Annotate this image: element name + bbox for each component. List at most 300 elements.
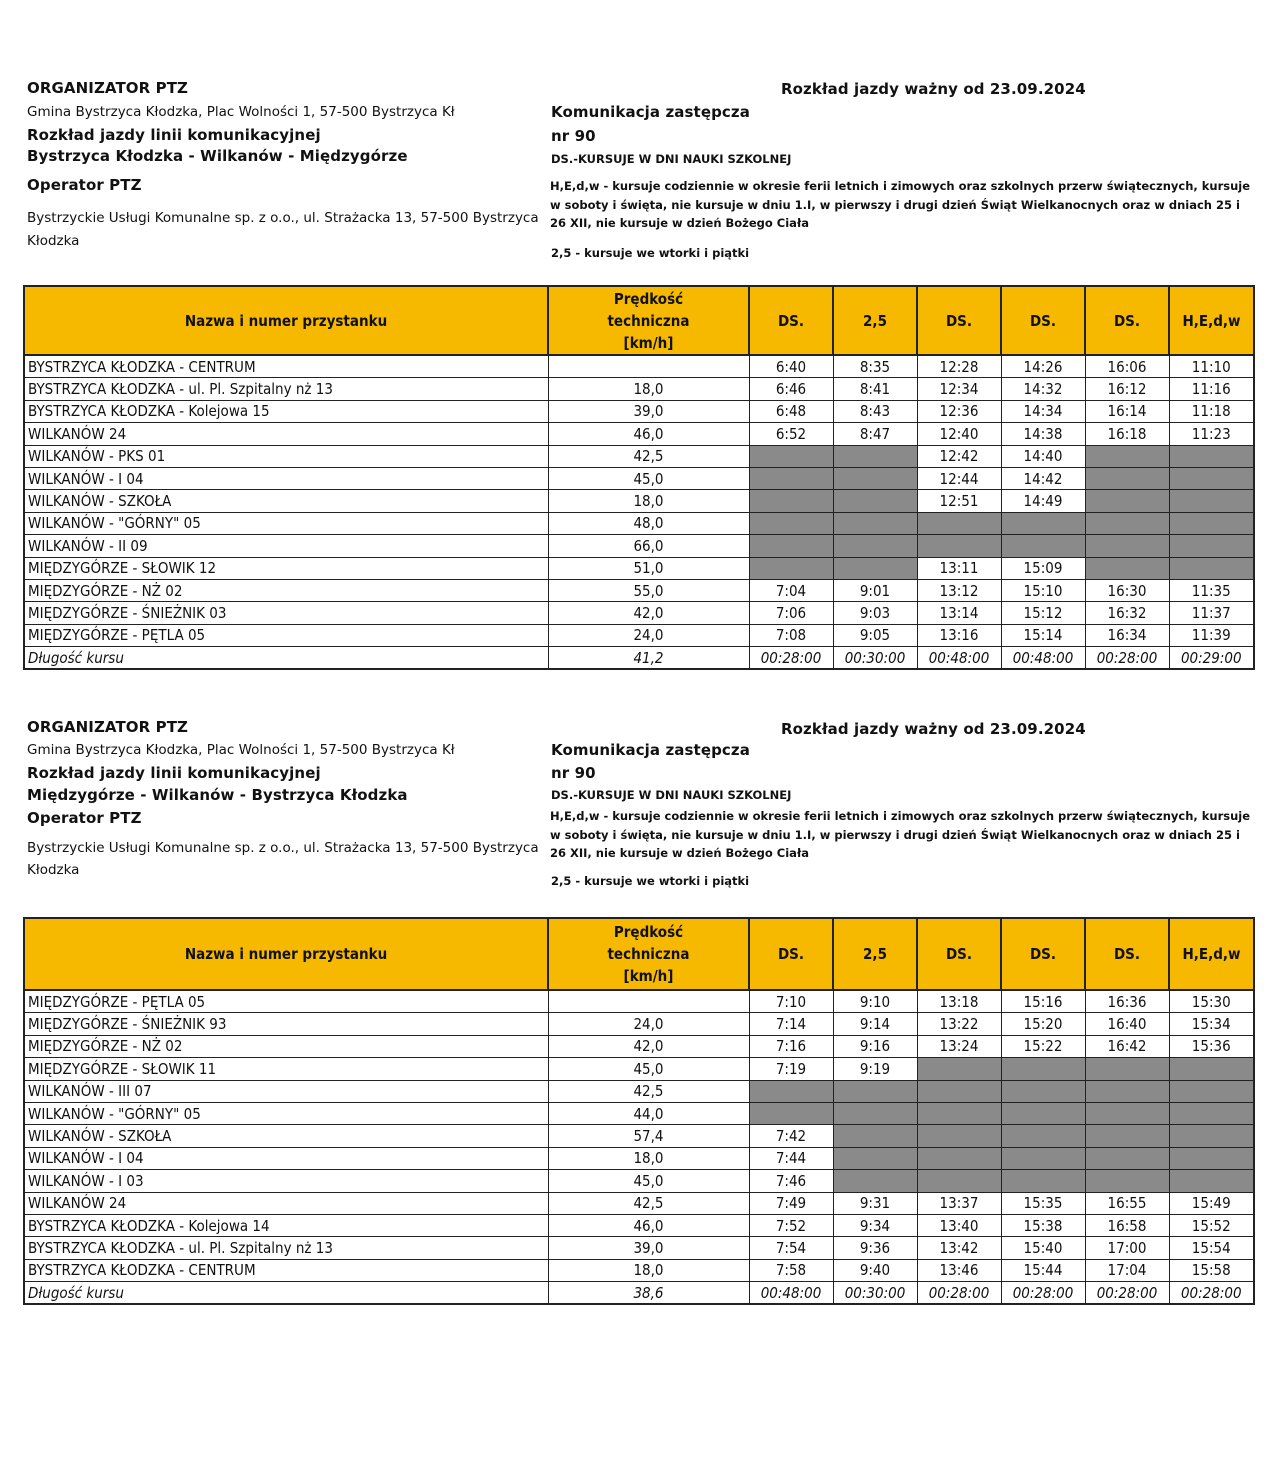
departure-time-cell: 17:04 (1085, 1259, 1169, 1281)
table-row (24, 1058, 1254, 1080)
col-header-course: 2,5 (833, 286, 917, 355)
departure-time-cell: 11:23 (1169, 423, 1254, 445)
stop-name-cell: WILKANÓW 24 (24, 1192, 548, 1214)
organizer-label: ORGANIZATOR PTZ (27, 718, 189, 736)
table-row (24, 557, 1254, 579)
departure-time-cell: 9:14 (833, 1013, 917, 1035)
timetable-table (23, 285, 1255, 670)
table-row (24, 490, 1254, 512)
col-header-course: DS. (749, 286, 833, 355)
departure-time-cell: 11:10 (1169, 355, 1254, 378)
no-service-cell (1169, 1147, 1254, 1169)
col-header-course: DS. (917, 286, 1001, 355)
departure-time-cell: 12:44 (917, 467, 1001, 489)
departure-time-cell: 7:46 (749, 1170, 833, 1192)
timetable-body (24, 355, 1254, 669)
col-header-course: DS. (1001, 286, 1085, 355)
no-service-cell (1001, 1102, 1085, 1124)
table-row (24, 512, 1254, 534)
no-service-cell (833, 512, 917, 534)
no-service-cell (917, 535, 1001, 557)
departure-time-cell: 15:14 (1001, 624, 1085, 646)
departure-time-cell: 15:54 (1169, 1237, 1254, 1259)
valid-from: Rozkład jazdy ważny od 23.09.2024 (781, 720, 1086, 738)
speed-cell (548, 990, 749, 1013)
departure-time-cell: 9:03 (833, 602, 917, 624)
speed-cell: 46,0 (548, 423, 749, 445)
no-service-cell (1085, 512, 1169, 534)
average-speed-cell: 41,2 (548, 647, 749, 670)
departure-time-cell: 7:54 (749, 1237, 833, 1259)
departure-time-cell: 9:05 (833, 624, 917, 646)
speed-cell: 39,0 (548, 1237, 749, 1259)
route-title: Międzygórze - Wilkanów - Bystrzyca Kłodzka (27, 786, 408, 804)
course-duration-cell: 00:28:00 (917, 1282, 1001, 1305)
departure-time-cell: 15:30 (1169, 990, 1254, 1013)
no-service-cell (917, 1080, 1001, 1102)
speed-cell: 39,0 (548, 400, 749, 422)
table-row (24, 400, 1254, 422)
departure-time-cell: 13:42 (917, 1237, 1001, 1259)
no-service-cell (1085, 490, 1169, 512)
departure-time-cell: 15:22 (1001, 1035, 1085, 1057)
course-duration-cell: 00:28:00 (1169, 1282, 1254, 1305)
departure-time-cell: 16:30 (1085, 579, 1169, 601)
course-duration-cell: 00:30:00 (833, 647, 917, 670)
speed-cell: 18,0 (548, 490, 749, 512)
departure-time-cell: 16:40 (1085, 1013, 1169, 1035)
departure-time-cell: 13:18 (917, 990, 1001, 1013)
no-service-cell (1169, 1058, 1254, 1080)
col-header-course: 2,5 (833, 918, 917, 990)
no-service-cell (1169, 490, 1254, 512)
departure-time-cell: 7:42 (749, 1125, 833, 1147)
no-service-cell (1085, 1080, 1169, 1102)
departure-time-cell: 16:06 (1085, 355, 1169, 378)
no-service-cell (1085, 1147, 1169, 1169)
departure-time-cell: 16:34 (1085, 624, 1169, 646)
departure-time-cell: 8:35 (833, 355, 917, 378)
stop-name-cell: WILKANÓW - I 03 (24, 1170, 548, 1192)
no-service-cell (833, 535, 917, 557)
timetable-block-outbound (0, 0, 1280, 700)
departure-time-cell: 11:35 (1169, 579, 1254, 601)
table-row (24, 1237, 1254, 1259)
speed-cell: 45,0 (548, 467, 749, 489)
speed-cell: 44,0 (548, 1102, 749, 1124)
operator-name-cont: Kłodzka (27, 233, 80, 249)
table-row (24, 1080, 1254, 1102)
no-service-cell (749, 512, 833, 534)
table-row (24, 378, 1254, 400)
no-service-cell (917, 1125, 1001, 1147)
departure-time-cell: 15:35 (1001, 1192, 1085, 1214)
no-service-cell (917, 1058, 1001, 1080)
departure-time-cell: 12:51 (917, 490, 1001, 512)
no-service-cell (917, 1102, 1001, 1124)
speed-cell: 42,5 (548, 1080, 749, 1102)
course-duration-cell: 00:28:00 (1001, 1282, 1085, 1305)
stop-name-cell: WILKANÓW - SZKOŁA (24, 1125, 548, 1147)
stop-name-cell: MIĘDZYGÓRZE - PĘTLA 05 (24, 624, 548, 646)
stop-name-cell: MIĘDZYGÓRZE - ŚNIEŻNIK 93 (24, 1013, 548, 1035)
no-service-cell (833, 467, 917, 489)
no-service-cell (749, 490, 833, 512)
stop-name-cell: WILKANÓW - II 09 (24, 535, 548, 557)
departure-time-cell: 7:19 (749, 1058, 833, 1080)
departure-time-cell: 9:31 (833, 1192, 917, 1214)
departure-time-cell: 16:42 (1085, 1035, 1169, 1057)
table-row (24, 602, 1254, 624)
departure-time-cell: 11:39 (1169, 624, 1254, 646)
note-ds: DS.-KURSUJE W DNI NAUKI SZKOLNEJ (551, 152, 792, 166)
no-service-cell (1085, 535, 1169, 557)
stop-name-cell: MIĘDZYGÓRZE - NŻ 02 (24, 1035, 548, 1057)
speed-cell: 24,0 (548, 1013, 749, 1035)
no-service-cell (917, 1147, 1001, 1169)
stop-name-cell: BYSTRZYCA KŁODZKA - Kolejowa 14 (24, 1214, 548, 1236)
timetable-body (24, 990, 1254, 1304)
departure-time-cell: 15:10 (1001, 579, 1085, 601)
col-header-course: DS. (1085, 918, 1169, 990)
note-2-5: 2,5 - kursuje we wtorki i piątki (551, 246, 750, 260)
speed-cell: 45,0 (548, 1058, 749, 1080)
no-service-cell (1169, 1080, 1254, 1102)
departure-time-cell: 13:12 (917, 579, 1001, 601)
departure-time-cell: 11:37 (1169, 602, 1254, 624)
no-service-cell (1085, 467, 1169, 489)
departure-time-cell: 15:52 (1169, 1214, 1254, 1236)
departure-time-cell: 9:10 (833, 990, 917, 1013)
col-header-speed: Prędkość techniczna [km/h] (548, 286, 749, 355)
no-service-cell (1001, 535, 1085, 557)
speed-cell: 42,5 (548, 1192, 749, 1214)
departure-time-cell: 16:36 (1085, 990, 1169, 1013)
no-service-cell (1169, 512, 1254, 534)
departure-time-cell: 15:36 (1169, 1035, 1254, 1057)
no-service-cell (917, 1170, 1001, 1192)
col-header-stop: Nazwa i numer przystanku (24, 918, 548, 990)
table-row (24, 1125, 1254, 1147)
note-ds: DS.-KURSUJE W DNI NAUKI SZKOLNEJ (551, 788, 792, 802)
col-header-course: H,E,d,w (1169, 918, 1254, 990)
no-service-cell (1085, 1102, 1169, 1124)
course-duration-cell: 00:28:00 (1085, 1282, 1169, 1305)
no-service-cell (1085, 1170, 1169, 1192)
course-length-label: Długość kursu (24, 647, 548, 670)
no-service-cell (1085, 1125, 1169, 1147)
departure-time-cell: 7:58 (749, 1259, 833, 1281)
organizer-address: Gmina Bystrzyca Kłodzka, Plac Wolności 1, 57-500 Bystrzyca Kł (27, 742, 455, 758)
stop-name-cell: MIĘDZYGÓRZE - PĘTLA 05 (24, 990, 548, 1013)
speed-cell: 55,0 (548, 579, 749, 601)
no-service-cell (1085, 557, 1169, 579)
stop-name-cell: MIĘDZYGÓRZE - ŚNIEŻNIK 03 (24, 602, 548, 624)
col-header-course: H,E,d,w (1169, 286, 1254, 355)
stop-name-cell: BYSTRZYCA KŁODZKA - Kolejowa 15 (24, 400, 548, 422)
speed-cell: 24,0 (548, 624, 749, 646)
table-row (24, 1013, 1254, 1035)
table-row (24, 990, 1254, 1013)
no-service-cell (1169, 535, 1254, 557)
note-2-5: 2,5 - kursuje we wtorki i piątki (551, 874, 750, 888)
departure-time-cell: 9:19 (833, 1058, 917, 1080)
departure-time-cell: 7:14 (749, 1013, 833, 1035)
note-hedw: H,E,d,w - kursuje codziennie w okresie ferii letnich i zimowych oraz szkolnych przerw świątecznych, kursuje w soboty i święta, nie kursuje w dniu 1.I, w pierwszy i drugi dzień Świąt Wielkanocnych oraz w dniach 25 i 26 XII, nie kursuje w dzień Bożego Ciała (550, 179, 1251, 230)
stop-name-cell: BYSTRZYCA KŁODZKA - ul. Pl. Szpitalny nż 13 (24, 1237, 548, 1259)
speed-cell: 45,0 (548, 1170, 749, 1192)
departure-time-cell: 6:46 (749, 378, 833, 400)
timetable-table (23, 917, 1255, 1305)
no-service-cell (833, 1147, 917, 1169)
departure-time-cell: 13:16 (917, 624, 1001, 646)
operator-label: Operator PTZ (27, 176, 142, 194)
table-row (24, 355, 1254, 378)
no-service-cell (833, 1170, 917, 1192)
no-service-cell (749, 1080, 833, 1102)
stop-name-cell: WILKANÓW - PKS 01 (24, 445, 548, 467)
departure-time-cell: 12:40 (917, 423, 1001, 445)
departure-time-cell: 11:18 (1169, 400, 1254, 422)
departure-time-cell: 14:49 (1001, 490, 1085, 512)
no-service-cell (833, 490, 917, 512)
departure-time-cell: 12:28 (917, 355, 1001, 378)
departure-time-cell: 13:11 (917, 557, 1001, 579)
departure-time-cell: 16:32 (1085, 602, 1169, 624)
col-header-course: DS. (1001, 918, 1085, 990)
departure-time-cell: 8:43 (833, 400, 917, 422)
col-header-stop: Nazwa i numer przystanku (24, 286, 548, 355)
departure-time-cell: 16:55 (1085, 1192, 1169, 1214)
departure-time-cell: 13:14 (917, 602, 1001, 624)
table-row (24, 1147, 1254, 1169)
stop-name-cell: WILKANÓW - "GÓRNY" 05 (24, 512, 548, 534)
speed-cell: 18,0 (548, 1147, 749, 1169)
no-service-cell (1001, 1170, 1085, 1192)
stop-name-cell: BYSTRZYCA KŁODZKA - CENTRUM (24, 355, 548, 378)
no-service-cell (1001, 1080, 1085, 1102)
departure-time-cell: 7:10 (749, 990, 833, 1013)
departure-time-cell: 9:16 (833, 1035, 917, 1057)
departure-time-cell: 15:12 (1001, 602, 1085, 624)
line-number: nr 90 (551, 764, 596, 782)
no-service-cell (833, 1125, 917, 1147)
table-row (24, 1214, 1254, 1236)
course-duration-cell: 00:29:00 (1169, 647, 1254, 670)
table-row (24, 1102, 1254, 1124)
no-service-cell (1169, 1170, 1254, 1192)
departure-time-cell: 9:01 (833, 579, 917, 601)
valid-from: Rozkład jazdy ważny od 23.09.2024 (781, 80, 1086, 98)
average-speed-cell: 38,6 (548, 1282, 749, 1305)
operator-name: Bystrzyckie Usługi Komunalne sp. z o.o., ul. Strażacka 13, 57-500 Bystrzyca (27, 210, 539, 226)
departure-time-cell: 15:34 (1169, 1013, 1254, 1035)
course-duration-cell: 00:48:00 (917, 647, 1001, 670)
table-header-row (24, 286, 1254, 355)
departure-time-cell: 7:06 (749, 602, 833, 624)
departure-time-cell: 13:22 (917, 1013, 1001, 1035)
no-service-cell (1085, 1058, 1169, 1080)
stop-name-cell: WILKANÓW - I 04 (24, 467, 548, 489)
no-service-cell (1001, 1058, 1085, 1080)
no-service-cell (749, 1102, 833, 1124)
table-row (24, 1035, 1254, 1057)
departure-time-cell: 14:32 (1001, 378, 1085, 400)
departure-time-cell: 14:42 (1001, 467, 1085, 489)
speed-cell: 57,4 (548, 1125, 749, 1147)
departure-time-cell: 12:34 (917, 378, 1001, 400)
no-service-cell (749, 535, 833, 557)
table-row (24, 423, 1254, 445)
no-service-cell (1169, 557, 1254, 579)
departure-time-cell: 6:52 (749, 423, 833, 445)
departure-time-cell: 16:58 (1085, 1214, 1169, 1236)
departure-time-cell: 7:52 (749, 1214, 833, 1236)
speed-cell: 18,0 (548, 1259, 749, 1281)
departure-time-cell: 6:48 (749, 400, 833, 422)
departure-time-cell: 8:47 (833, 423, 917, 445)
departure-time-cell: 6:40 (749, 355, 833, 378)
table-row (24, 1170, 1254, 1192)
organizer-label: ORGANIZATOR PTZ (27, 79, 189, 97)
service-type: Komunikacja zastępcza (551, 103, 750, 121)
service-type: Komunikacja zastępcza (551, 741, 750, 759)
speed-cell: 42,0 (548, 1035, 749, 1057)
table-row (24, 445, 1254, 467)
stop-name-cell: WILKANÓW - I 04 (24, 1147, 548, 1169)
departure-time-cell: 15:09 (1001, 557, 1085, 579)
departure-time-cell: 8:41 (833, 378, 917, 400)
departure-time-cell: 15:38 (1001, 1214, 1085, 1236)
stop-name-cell: MIĘDZYGÓRZE - NŻ 02 (24, 579, 548, 601)
stop-name-cell: BYSTRZYCA KŁODZKA - CENTRUM (24, 1259, 548, 1281)
departure-time-cell: 7:04 (749, 579, 833, 601)
no-service-cell (1169, 445, 1254, 467)
departure-time-cell: 16:18 (1085, 423, 1169, 445)
table-row (24, 535, 1254, 557)
stop-name-cell: WILKANÓW - "GÓRNY" 05 (24, 1102, 548, 1124)
departure-time-cell: 15:20 (1001, 1013, 1085, 1035)
table-row (24, 467, 1254, 489)
no-service-cell (833, 557, 917, 579)
table-row (24, 579, 1254, 601)
speed-cell: 42,5 (548, 445, 749, 467)
departure-time-cell: 16:12 (1085, 378, 1169, 400)
departure-time-cell: 12:36 (917, 400, 1001, 422)
departure-time-cell: 13:46 (917, 1259, 1001, 1281)
departure-time-cell: 7:16 (749, 1035, 833, 1057)
organizer-address: Gmina Bystrzyca Kłodzka, Plac Wolności 1, 57-500 Bystrzyca Kł (27, 104, 455, 120)
course-duration-cell: 00:30:00 (833, 1282, 917, 1305)
departure-time-cell: 9:40 (833, 1259, 917, 1281)
departure-time-cell: 7:08 (749, 624, 833, 646)
course-duration-cell: 00:28:00 (749, 647, 833, 670)
speed-cell: 48,0 (548, 512, 749, 534)
no-service-cell (1085, 445, 1169, 467)
no-service-cell (749, 557, 833, 579)
no-service-cell (1169, 1125, 1254, 1147)
schedule-label: Rozkład jazdy linii komunikacyjnej (27, 126, 321, 144)
note-hedw: H,E,d,w - kursuje codziennie w okresie ferii letnich i zimowych oraz szkolnych przerw świątecznych, kursuje w soboty i święta, nie kursuje w dniu 1.I, w pierwszy i drugi dzień Świąt Wielkanocnych oraz w dniach 25 i 26 XII, nie kursuje w dzień Bożego Ciała (550, 809, 1251, 860)
departure-time-cell: 16:14 (1085, 400, 1169, 422)
col-header-course: DS. (917, 918, 1001, 990)
departure-time-cell: 14:34 (1001, 400, 1085, 422)
no-service-cell (1001, 1125, 1085, 1147)
course-duration-cell: 00:28:00 (1085, 647, 1169, 670)
departure-time-cell: 15:16 (1001, 990, 1085, 1013)
speed-cell: 46,0 (548, 1214, 749, 1236)
speed-cell: 51,0 (548, 557, 749, 579)
operator-name-cont: Kłodzka (27, 862, 80, 878)
speed-cell (548, 355, 749, 378)
table-row (24, 1192, 1254, 1214)
no-service-cell (917, 512, 1001, 534)
no-service-cell (833, 1080, 917, 1102)
stop-name-cell: WILKANÓW 24 (24, 423, 548, 445)
departure-time-cell: 11:16 (1169, 378, 1254, 400)
departure-time-cell: 9:36 (833, 1237, 917, 1259)
no-service-cell (833, 445, 917, 467)
no-service-cell (1001, 512, 1085, 534)
departure-time-cell: 15:44 (1001, 1259, 1085, 1281)
stop-name-cell: WILKANÓW - III 07 (24, 1080, 548, 1102)
operator-label: Operator PTZ (27, 809, 142, 827)
no-service-cell (1001, 1147, 1085, 1169)
no-service-cell (833, 1102, 917, 1124)
course-length-row (24, 647, 1254, 670)
departure-time-cell: 7:44 (749, 1147, 833, 1169)
departure-time-cell: 17:00 (1085, 1237, 1169, 1259)
no-service-cell (749, 445, 833, 467)
speed-cell: 66,0 (548, 535, 749, 557)
departure-time-cell: 13:40 (917, 1214, 1001, 1236)
departure-time-cell: 14:26 (1001, 355, 1085, 378)
departure-time-cell: 12:42 (917, 445, 1001, 467)
departure-time-cell: 15:58 (1169, 1259, 1254, 1281)
departure-time-cell: 14:40 (1001, 445, 1085, 467)
course-length-label: Długość kursu (24, 1282, 548, 1305)
course-length-row (24, 1282, 1254, 1305)
route-title: Bystrzyca Kłodzka - Wilkanów - Międzygórze (27, 147, 408, 165)
col-header-speed: Prędkość techniczna [km/h] (548, 918, 749, 990)
departure-time-cell: 15:40 (1001, 1237, 1085, 1259)
col-header-course: DS. (1085, 286, 1169, 355)
stop-name-cell: MIĘDZYGÓRZE - SŁOWIK 12 (24, 557, 548, 579)
no-service-cell (1169, 1102, 1254, 1124)
departure-time-cell: 13:37 (917, 1192, 1001, 1214)
table-row (24, 624, 1254, 646)
table-row (24, 1259, 1254, 1281)
departure-time-cell: 14:38 (1001, 423, 1085, 445)
stop-name-cell: WILKANÓW - SZKOŁA (24, 490, 548, 512)
line-number: nr 90 (551, 127, 596, 145)
no-service-cell (1169, 467, 1254, 489)
departure-time-cell: 15:49 (1169, 1192, 1254, 1214)
schedule-label: Rozkład jazdy linii komunikacyjnej (27, 764, 321, 782)
speed-cell: 42,0 (548, 602, 749, 624)
no-service-cell (749, 467, 833, 489)
stop-name-cell: BYSTRZYCA KŁODZKA - ul. Pl. Szpitalny nż 13 (24, 378, 548, 400)
speed-cell: 18,0 (548, 378, 749, 400)
stop-name-cell: MIĘDZYGÓRZE - SŁOWIK 11 (24, 1058, 548, 1080)
operator-name: Bystrzyckie Usługi Komunalne sp. z o.o., ul. Strażacka 13, 57-500 Bystrzyca (27, 840, 539, 856)
departure-time-cell: 13:24 (917, 1035, 1001, 1057)
departure-time-cell: 9:34 (833, 1214, 917, 1236)
col-header-course: DS. (749, 918, 833, 990)
table-header-row (24, 918, 1254, 990)
course-duration-cell: 00:48:00 (1001, 647, 1085, 670)
departure-time-cell: 7:49 (749, 1192, 833, 1214)
